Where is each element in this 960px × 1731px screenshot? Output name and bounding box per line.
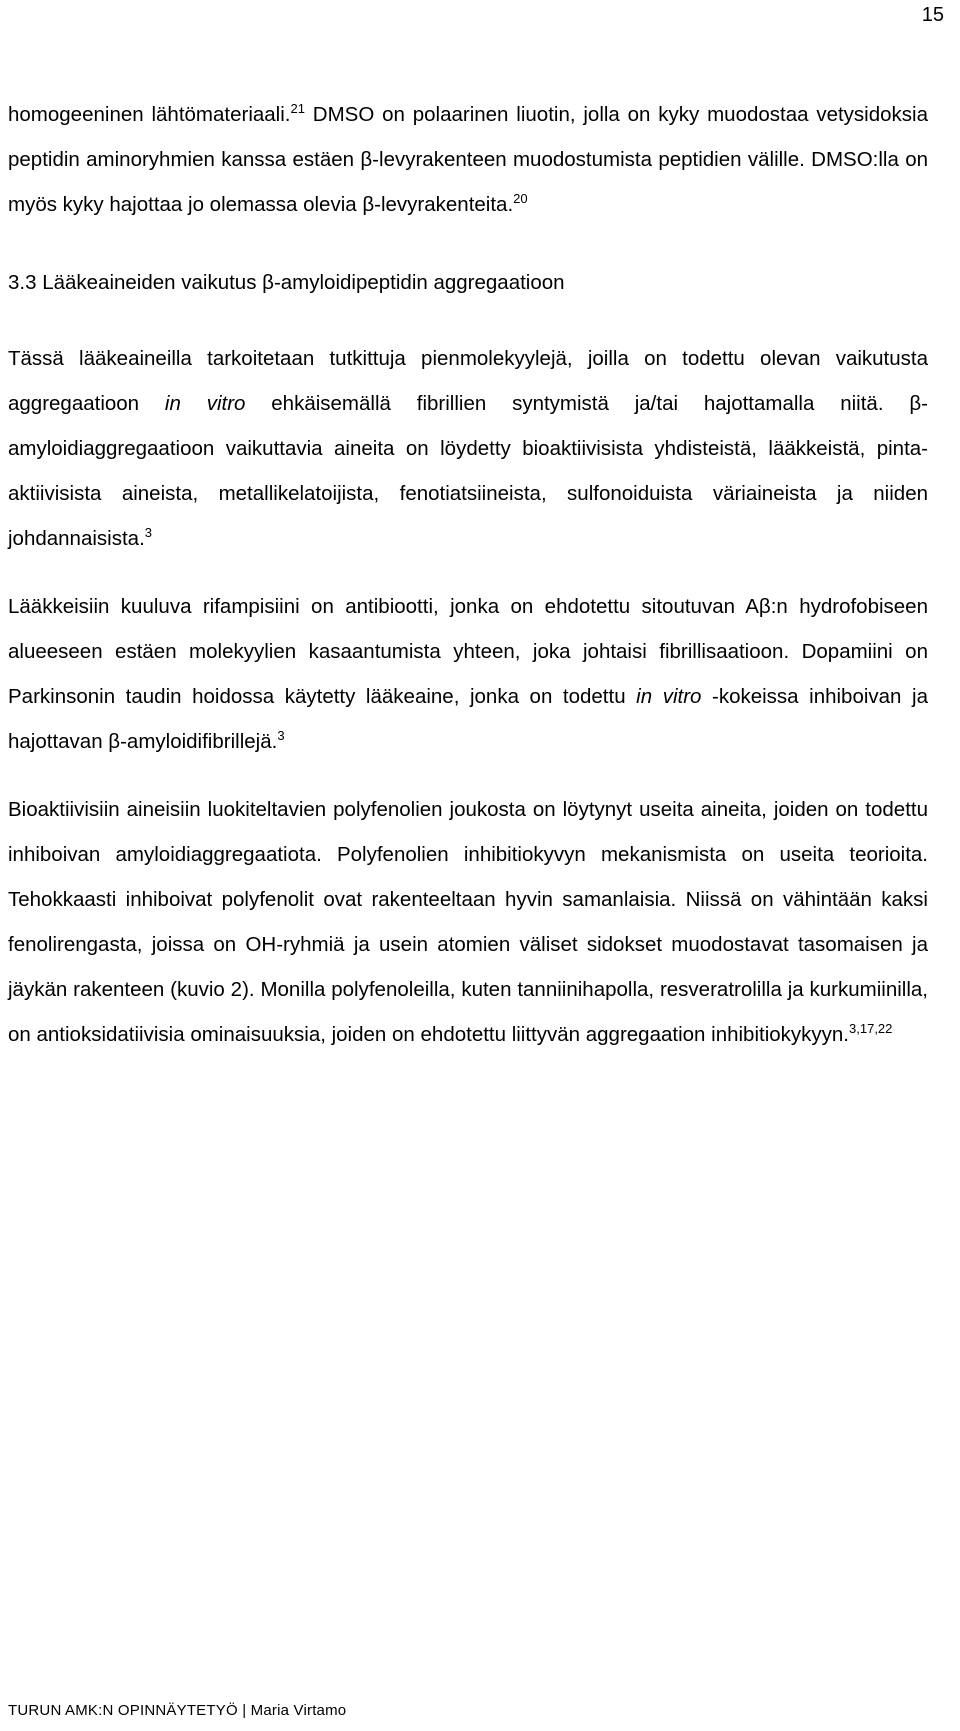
paragraph-text: homogeeninen lähtömateriaali. [8,103,291,126]
section-heading: 3.3 Lääkeaineiden vaikutus β-amyloidipeptidin aggregaatioon [8,271,565,294]
page-number: 15 [921,4,944,26]
paragraph-rifampicin [8,584,928,764]
paragraph-text: Bioaktiivisiin aineisiin luokiteltavien polyfenolien joukosta on löytynyt useita aineita, joiden on todettu inhiboivan amyloidiaggregaatiota. Polyfenolien inhibitiokyvyn mekanismista on useita teorioita. Tehokkaasti inhiboivat polyfenolit ovat rakenteeltaan hyvin samanlaisia. Niissä on vähintään kaksi fenolirengasta, joissa on OH-ryhmiä ja usein atomien väliset sidokset muodostavat tasomaisen ja jäykän rakenteen (kuvio 2). Monilla polyfenoleilla, kuten tanniinihapolla, resveratrolilla ja kurkumiinilla, on antioksidatiivisia ominaisuuksia, joiden on ehdotettu liittyvän aggregaation inhibitiokykyyn. [8,798,928,1046]
paragraph-drugs-intro [8,336,928,561]
reference-marker: 21 [290,101,305,116]
paragraph-polyphenols [8,787,928,1057]
paragraph-text: -kokeissa inhiboivan ja hajottavan β-amyloidifibrillejä. [8,685,928,753]
paragraph-dmso [8,92,928,227]
paragraph-text: DMSO on polaarinen liuotin, jolla on kyky muodostaa vetysidoksia peptidin aminoryhmien kanssa estäen β-levyrakenteen muodostumista peptidien välille. DMSO:lla on myös kyky hajottaa jo olemassa olevia β-levyrakenteita. [8,103,928,216]
italic-term: in vitro [636,685,702,708]
paragraph-text: Tässä lääkeaineilla tarkoitetaan tutkittuja pienmolekyylejä, joilla on todettu olevan vaikutusta aggregaatioon [8,347,928,415]
reference-marker: 20 [513,191,528,206]
italic-term: in vitro [164,392,246,415]
paragraph-text: Lääkkeisiin kuuluva rifampisiini on antibiootti, jonka on ehdotettu sitoutuvan Aβ:n hydrofobiseen alueeseen estäen molekyylien kasaantumista yhteen, joka johtaisi fibrillisaatioon. Dopamiini on Parkinsonin taudin hoidossa käytetty lääkeaine, jonka on todettu [8,595,928,708]
reference-marker: 3,17,22 [849,1021,893,1036]
reference-marker: 3 [144,525,152,540]
paragraph-text: ehkäisemällä fibrillien syntymistä ja/tai hajottamalla niitä. β-amyloidiaggregaatioon vaikuttavia aineita on löydetty bioaktiivisista yhdisteistä, lääkkeistä, pinta-aktiivisista aineista, metallikelatoijista, fenotiatsiineista, sulfonoiduista väriaineista ja niiden johdannaisista. [8,392,928,550]
page-footer: TURUN AMK:N OPINNÄYTETYÖ | Maria Virtamo [8,1702,347,1719]
reference-marker: 3 [277,728,285,743]
document-body [8,92,928,1057]
